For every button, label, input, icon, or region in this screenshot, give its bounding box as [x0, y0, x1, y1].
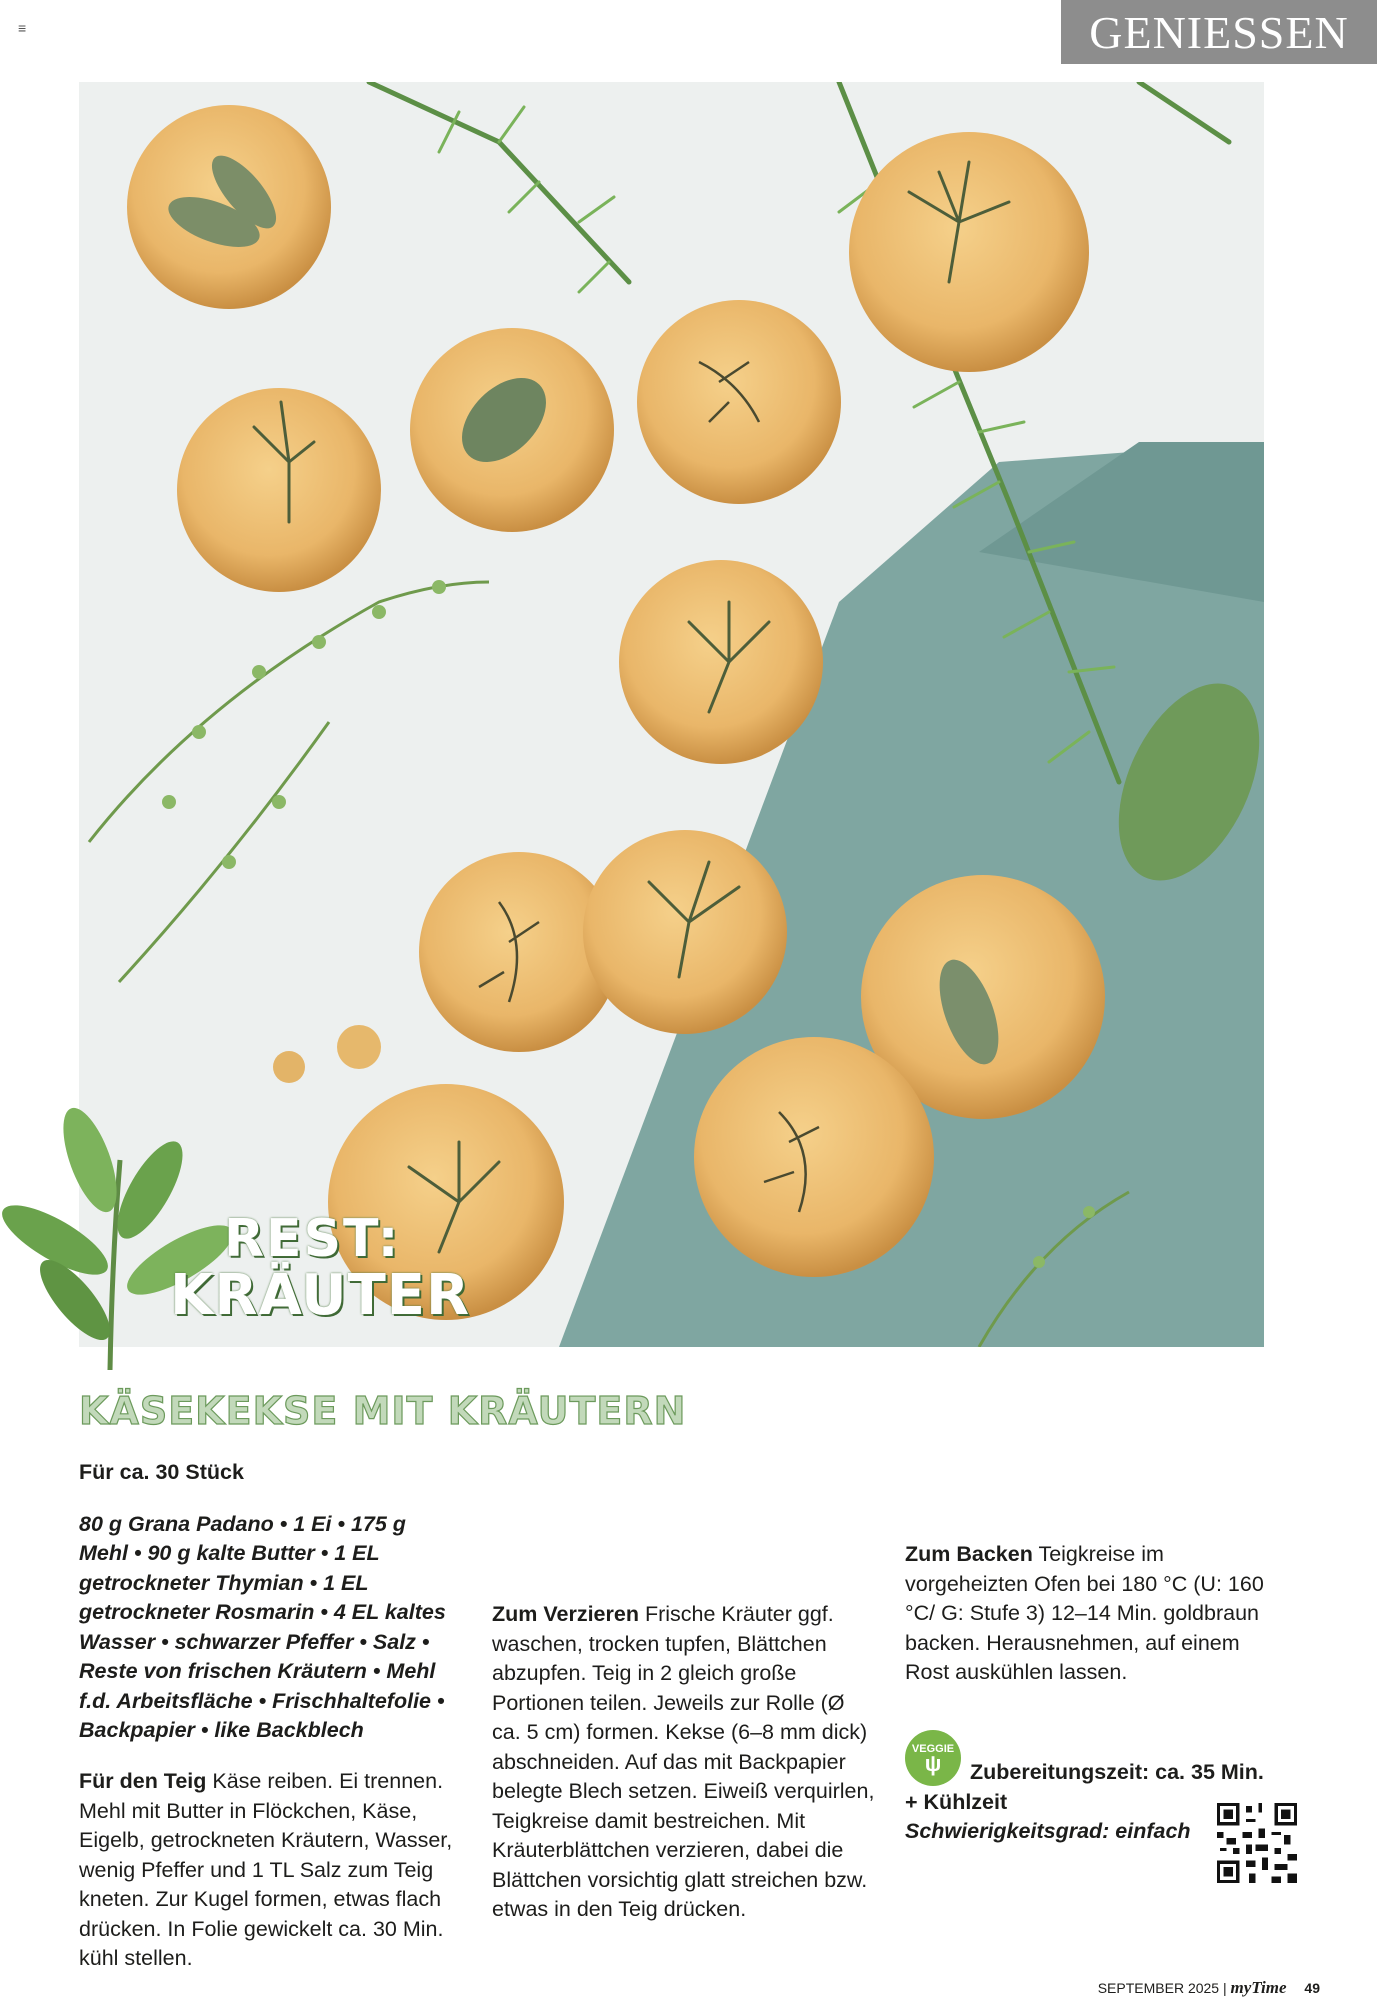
- qr-code-icon[interactable]: [1217, 1803, 1297, 1883]
- page-number: 49: [1304, 1980, 1320, 1996]
- difficulty: Schwierigkeitsgrad: einfach: [905, 1819, 1191, 1843]
- cookie-photo: [79, 82, 1264, 1347]
- bake-text: Teigkreise im vorgeheizten Ofen bei 180 °C (U: 160 °C/ G: Stufe 3) 12–14 Min. goldbraun backen. Herausnehmen, auf einem Rost auskühlen lassen.: [905, 1542, 1264, 1684]
- prep-time: Zubereitungszeit: ca. 35 Min.: [970, 1760, 1264, 1784]
- decorate-step: [492, 1600, 876, 1925]
- dough-text: Käse reiben. Ei trennen. Mehl mit Butter in Flöckchen, Käse, Eigelb, getrockneten Kräutern, Wasser, wenig Pfeffer und 1 TL Salz zum Teig kneten. Zur Kugel formen, etwas flach drücken. In Folie gewickelt ca. 30 Min. kühl stellen.: [79, 1769, 453, 1970]
- fork-icon: ψ: [924, 1751, 942, 1776]
- section-tag: GENIESSEN: [1061, 0, 1377, 64]
- recipe-yield: Für ca. 30 Stück: [79, 1460, 244, 1484]
- headline: [170, 1209, 471, 1328]
- bake-label: Zum Backen: [905, 1542, 1033, 1566]
- issue-date: SEPTEMBER 2025 |: [1097, 1980, 1227, 1996]
- menu-icon[interactable]: ≡: [18, 20, 27, 36]
- recipe-column-1: [79, 1458, 459, 1768]
- chill-time: + Kühlzeit: [905, 1789, 1008, 1814]
- headline-line2: KRÄUTER: [170, 1262, 471, 1328]
- bake-step: [905, 1540, 1289, 1688]
- headline-line1: REST:: [224, 1209, 401, 1269]
- decorate-text: Frische Kräuter ggf. waschen, trocken tupfen, Blättchen abzupfen. Teig in 2 gleich große Portionen teilen. Jeweils zur Rolle (Ø ca. 5 cm) formen. Kekse (6–8 mm dick) abschneiden. Auf das mit Backpapier belegte Blech setzen. Eiweiß verquirlen, Teigkreise damit bestreichen. Mit Kräuterblättchen verzieren, dabei die Blättchen vorsichtig glatt streichen bzw. etwas in den Teig drücken.: [492, 1602, 875, 1921]
- ingredients-list: 80 g Grana Padano • 1 Ei • 175 g Mehl • 90 g kalte Butter • 1 EL getrockneter Thymian • 1 EL getrockneter Rosmarin • 4 EL kaltes Wasser • schwarzer Pfeffer • Salz • Reste von frischen Kräutern • Mehl f.d. Arbeitsfläche • Frischhaltefolie • Backpapier • like Backblech: [79, 1511, 446, 1742]
- decorate-label: Zum Verzieren: [492, 1602, 639, 1626]
- magazine-brand: myTime: [1230, 1978, 1287, 1997]
- veggie-badge-label: VEGGIE: [911, 1743, 955, 1755]
- dough-step: [79, 1767, 459, 1974]
- dough-label: Für den Teig: [79, 1769, 207, 1793]
- recipe-title: KÄSEKEKSE MIT KRÄUTERN: [79, 1389, 687, 1433]
- page-footer: [1098, 1978, 1320, 1998]
